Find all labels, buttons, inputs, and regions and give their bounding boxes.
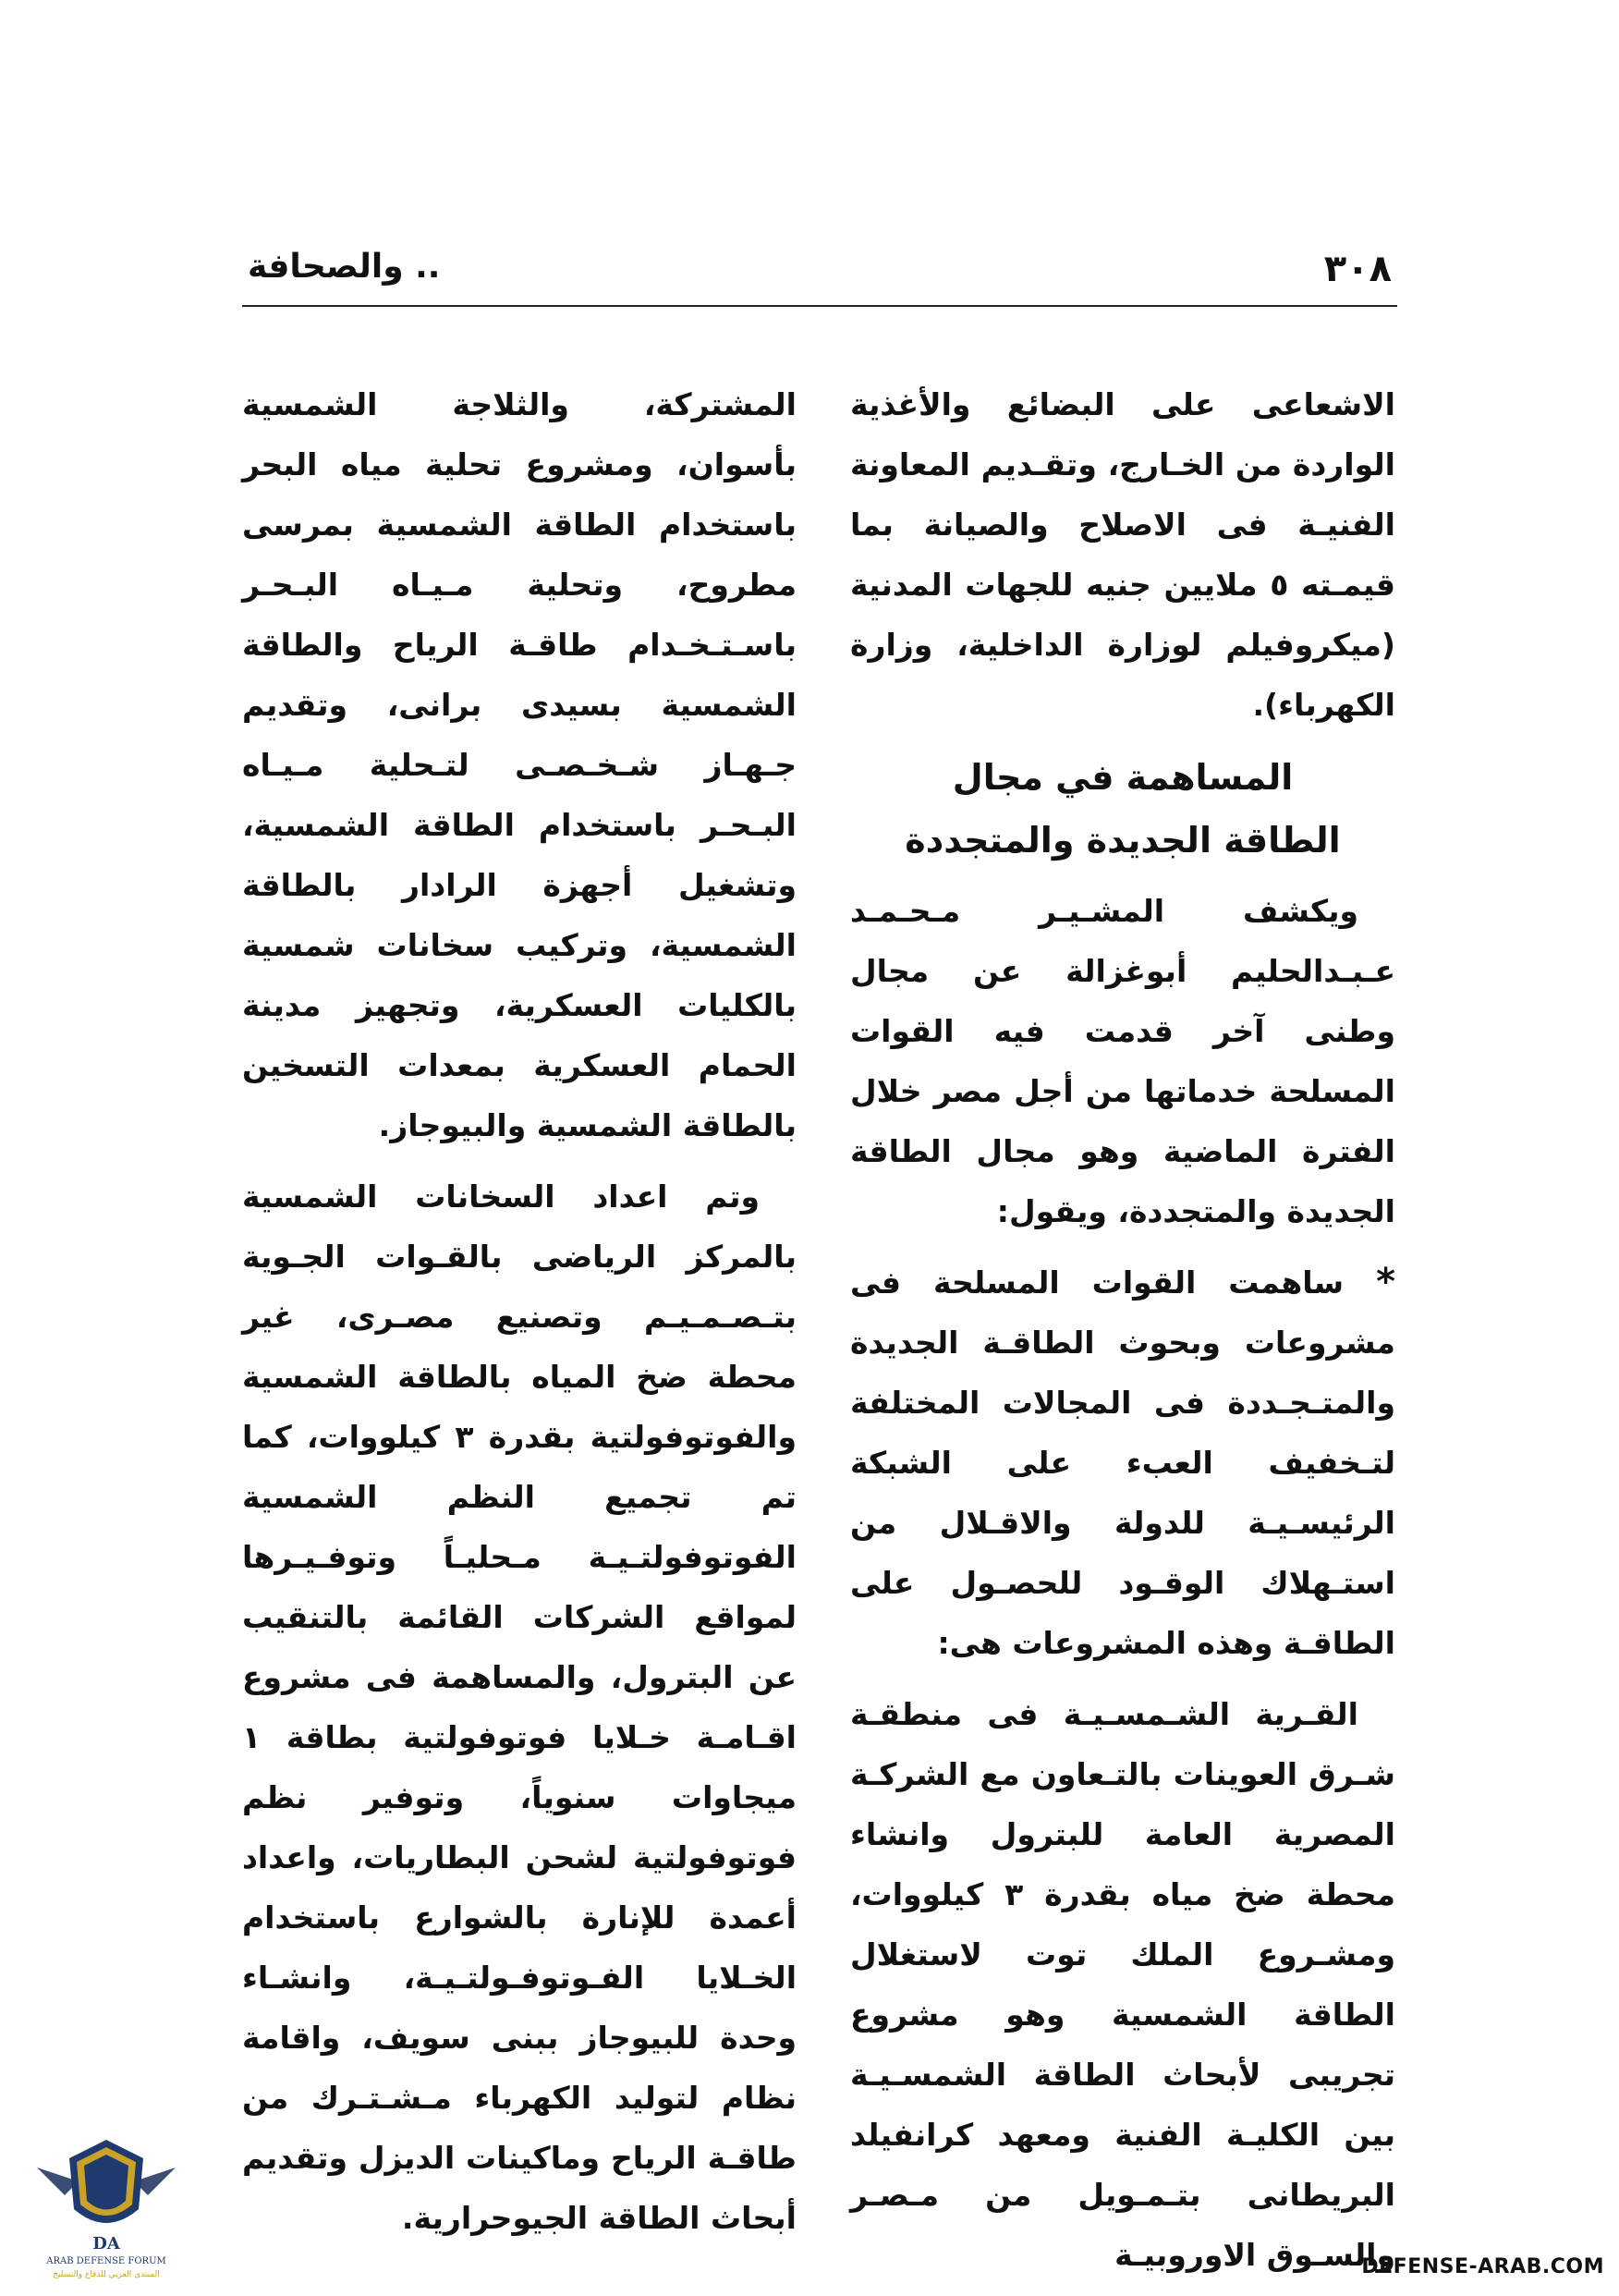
asterisk-bullet: * (1376, 1261, 1396, 1303)
paragraph: الاشعاعى على البضائع والأغذية الواردة من الخـارج، وتقـديم المعاونة الفنيـة فى الاصلاح والصيانة بما قيمـته ٥ ملايين جنيه للجهات المدنية (ميكروفيلم لوزارة الداخلية، وزارة الكهرباء). (850, 386, 1395, 723)
paragraph: القـرية الشـمسـيـة فى منطقـة شـرق العوينات بالتـعاون مع الشركـة المصرية العامة للبترول وانشاء محطة ضخ مياه بقدرة ٣ كيلووات، ومشـروع الملك توت لاستغلال الطاقة الشمسية وهو مشروع تجريبى لأبحاث الطاقة الشمسـيـة بين الكليـة الفنية ومعهد كرانفيلد البريطانى بتـمـويل من مـصـر والسـوق الاوروبيـة (850, 1696, 1395, 2273)
page-header (242, 248, 1397, 303)
bullet-paragraph (850, 1252, 1395, 1673)
section-heading-line: الطاقة الجديدة والمتجددة (905, 820, 1341, 861)
watermark-site-url: DEFENSE-ARAB.COM (1361, 2255, 1604, 2278)
shield-logo-icon (28, 2131, 185, 2283)
paragraph: ويكشف المشـيـر مـحـمـد عـبـدالحليم أبوغزالة عن مجال وطنى آخر قدمت فيه القوات المسلحة خدماتها من أجل مصر خلال الفترة الماضية وهو مجال الطاقة الجديدة والمتجددة، ويقول: (850, 893, 1395, 1229)
paragraph-text: ساهمت القوات المسلحة فى مشروعات وبحوث الطاقـة الجديدة والمتـجـددة فى المجالات المختلفة لتـخفيف العبء على الشبكة الرئيسـيـة للدولة والاقـلال من استـهلاك الوقـود للحصـول على الطاقـة وهذه المشروعات هى: (850, 1264, 1395, 1661)
section-heading (850, 746, 1395, 872)
header-rule (242, 305, 1397, 307)
logo-caption: ARAB DEFENSE FORUM (46, 2256, 166, 2266)
page-number: ٣٠٨ (1323, 248, 1392, 290)
right-column (850, 374, 1395, 2296)
paragraph: المشتركة، والثلاجة الشمسية بأسوان، ومشروع تحلية مياه البحر باستخدام الطاقة الشمسية بمرسى مطروح، وتحلية مـيـاه البـحـر باسـتـخـدام طاقـة الرياح والطاقة الشمسية بسيدى برانى، وتقديم جـهـاز شـخـصـى لتـحلية مـيـاه البـحـر باستخدام الطاقة الشمسية، وتشغيل أجهزة الرادار بالطاقة الشمسية، وتركيب سخانات شمسية بالكليات العسكرية، وتجهيز مدينة الحمام العسكرية بمعدات التسخين بالطاقة الشمسية والبيوجاز. (242, 386, 797, 1143)
paragraph: وتم اعداد السخانات الشمسية بالمركز الرياضى بالقـوات الجـوية بتـصـمـيـم وتصنيع مصـرى، غير محطة ضخ المياه بالطاقة الشمسية والفوتوفولتية بقدرة ٣ كيلووات، كما تم تجميع النظم الشمسية الفوتوفولتـيـة مـحليـاً وتوفـيـرها لمواقع الشركات القائمة بالتنقيب عن البترول، والمساهمة فى مشروع اقـامـة خـلايا فوتوفولتية بطاقة ١ ميجاوات سنوياً، وتوفير نظم فوتوفولتية لشحن البطاريات، واعداد أعمدة للإنارة بالشوارع باستخدام الخـلايا الفـوتوفـولتـيـة، وانشـاء وحدة للبيوجاز ببنى سويف، واقامة نظام لتوليد الكهرباء مـشـتـرك من طاقـة الرياح وماكينات الديزل وتقديم أبحاث الطاقة الجيوحرارية. (242, 1179, 797, 2236)
logo-monogram: DA (92, 2234, 120, 2253)
logo-caption-arabic: المنتدى العربي للدفاع والتسليح (53, 2270, 160, 2279)
arab-defense-forum-logo (28, 2131, 185, 2283)
left-column (242, 374, 797, 2259)
running-head: .. والصحافة (248, 248, 441, 286)
section-heading-line: المساهمة في مجال (952, 757, 1294, 798)
